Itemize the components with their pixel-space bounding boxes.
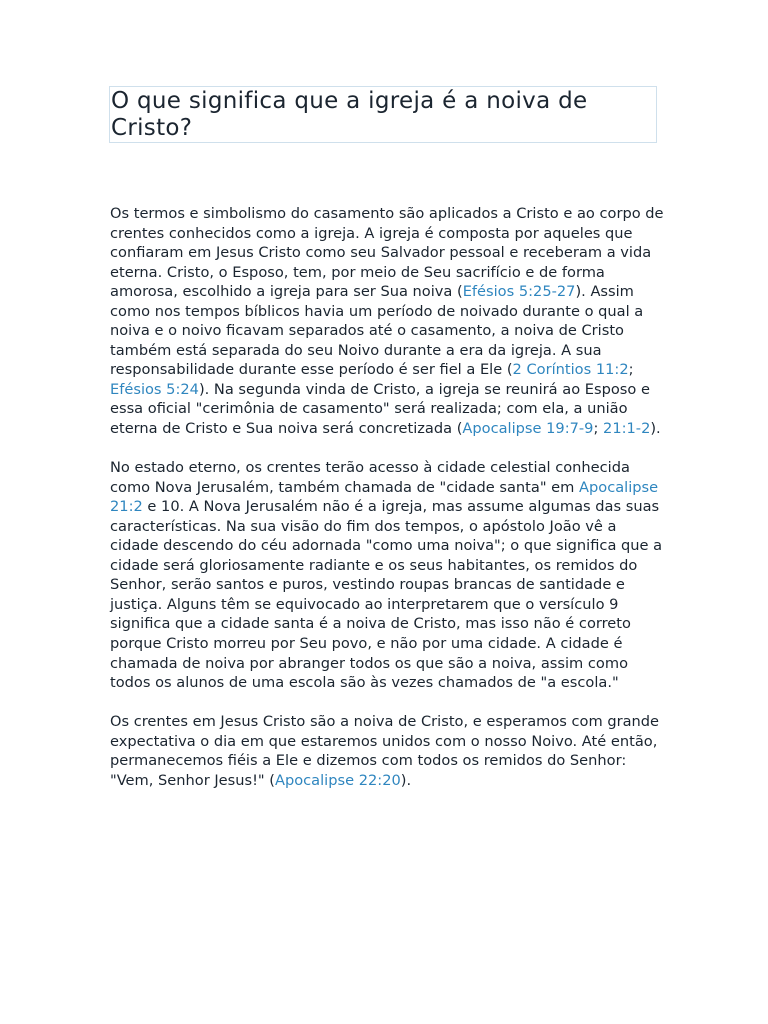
paragraph-text: ). Assim como nos tempos bíblicos havia um período de noivado durante o qual a noiva e o noivo ficavam separados até o casamento, a noiva de Cristo também está separada do seu Noivo durante a era da igreja. A sua responsabilidade durante esse período é ser fiel a Ele ( [110,283,644,379]
paragraph-text: No estado eterno, os crentes terão acesso à cidade celestial conhecida como Nova Jerusalém, também chamada de "cidade santa" em [110,459,630,496]
scripture-reference-link[interactable]: Efésios 5:24 [110,380,199,398]
paragraph-1 [110,204,666,439]
scripture-reference-link[interactable]: Apocalipse 21:2 [110,478,659,516]
scripture-reference-link[interactable]: Apocalipse 22:20 [274,771,401,789]
paragraph-2 [110,458,666,693]
scripture-reference-link[interactable]: Efésios 5:25-27 [462,283,576,301]
paragraph-text: Os crentes em Jesus Cristo são a noiva de Cristo, e esperamos com grande expectativa o dia em que estaremos unidos com o nosso Noivo. Até então, permanecemos fiéis a Ele e dizemos com todos os remidos do Senhor: "Vem, Senhor Jesus!" ( [110,713,660,789]
paragraph-text: ). [650,420,661,438]
title-box [109,86,657,143]
article-body [110,204,666,810]
scripture-reference-link[interactable]: Apocalipse 19:7-9 [462,420,594,438]
paragraph-3 [110,712,666,790]
paragraph-text: Os termos e simbolismo do casamento são aplicados a Cristo e ao corpo de crentes conhecidos como a igreja. A igreja é composta por aqueles que confiaram em Jesus Cristo como seu Salvador pessoal e receberam a vida eterna. Cristo, o Esposo, tem, por meio de Seu sacrifício e de forma amorosa, escolhido a igreja para ser Sua noiva ( [110,205,664,301]
scripture-reference-link[interactable]: 2 Coríntios 11:2 [512,361,629,379]
scripture-reference-link[interactable]: 21:1-2 [603,420,651,438]
paragraph-text: ). [400,771,412,789]
paragraph-text: ). Na segunda vinda de Cristo, a igreja se reunirá ao Esposo e essa oficial "cerimônia de casamento" será realizada; com ela, a união eterna de Cristo e Sua noiva será concretizada ( [110,380,650,438]
page-title: O que significa que a igreja é a noiva de Cristo? [111,88,588,141]
paragraph-text: e 10. A Nova Jerusalém não é a igreja, mas assume algumas das suas características. Na sua visão do fim dos tempos, o apóstolo João vê a cidade descendo do céu adornada "como uma noiva"; o que significa que a cidade será gloriosamente radiante e os seus habitantes, os remidos do Senhor, serão santos e puros, vestindo roupas brancas de santidade e justiça. Alguns têm se equivocado ao interpretarem que o versículo 9 significa que a cidade santa é a noiva de Cristo, mas isso não é correto porque Cristo morreu por Seu povo, e não por uma cidade. A cidade é chamada de noiva por abranger todos os que são a noiva, assim como todos os alunos de uma escola são às vezes chamados de "a escola." [110,498,663,692]
paragraph-text: ; [593,420,604,438]
paragraph-text: ; [628,361,634,379]
